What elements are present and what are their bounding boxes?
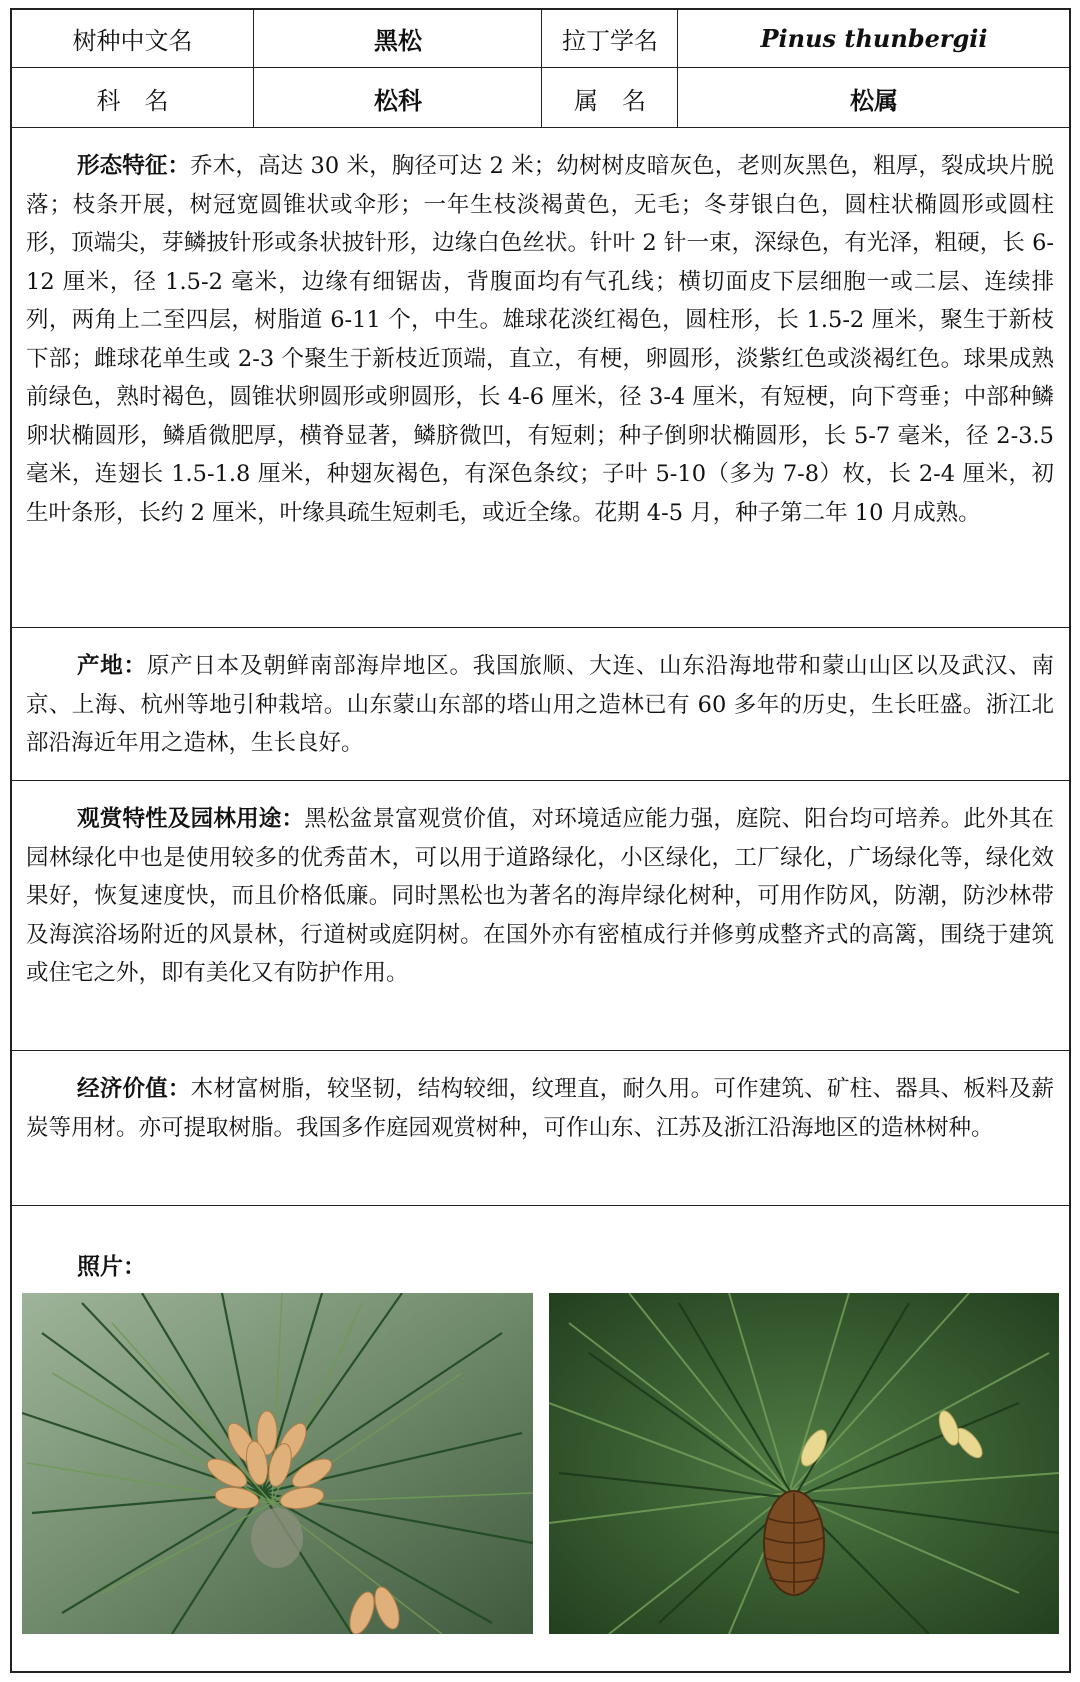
section-divider-3 [10,1050,1071,1051]
origin-label: 产地： [77,653,147,679]
genus-label: 属 名 [574,86,646,115]
section-divider-1 [10,627,1071,628]
morphology-label: 形态特征： [77,153,191,179]
economic-text: 木材富树脂，较坚韧，结构较细，纹理直，耐久用。可作建筑、矿柱、器具、板料及薪炭等用材。亦可提取树脂。我国多作庭园观赏树种，可作山东、江苏及浙江沿海地区的造林树种。 [26,1076,1054,1141]
ornamental-text: 黑松盆景富观赏价值，对环境适应能力强，庭院、阳台均可培养。此外其在园林绿化中也是使用较多的优秀苗木，可以用于道路绿化，小区绿化，工厂绿化，广场绿化等，绿化效果好，恢复速度快，而且价格低廉。同时黑松也为著名的海岸绿化树种，可用作防风，防潮，防沙林带及海滨浴场附近的风景林，行道树或庭阴树。在国外亦有密植成行并修剪成整齐式的高篱，围绕于建筑或住宅之外，即有美化又有防护作用。 [26,806,1054,986]
cn-name-value: 黑松 [374,26,422,55]
family-value: 松科 [374,85,422,115]
header-col-divider-2 [541,8,542,128]
genus-value: 松属 [850,85,898,115]
photo-pollen-cones [22,1293,533,1634]
photos-label: 照片： [77,1253,146,1280]
section-divider-4 [10,1205,1071,1206]
ornamental-section [26,800,1054,993]
origin-text: 原产日本及朝鲜南部海岸地区。我国旅顺、大连、山东沿海地带和蒙山山区以及武汉、南京、上海、杭州等地引种栽培。山东蒙山东部的塔山用之造林已有 60 多年的历史，生长旺盛。浙江北部沿海近年用之造林，生长良好。 [26,653,1054,756]
economic-section [26,1070,1054,1147]
header-col-divider-1 [253,8,254,128]
ornamental-label: 观赏特性及园林用途： [77,806,305,832]
section-divider-2 [10,780,1071,781]
latin-name-value: Pinus thunbergii [760,24,988,53]
family-label: 科 名 [96,86,169,115]
morphology-text: 乔木，高达 30 米，胸径可达 2 米；幼树树皮暗灰色，老则灰黑色，粗厚，裂成块片脱落；枝条开展，树冠宽圆锥状或伞形；一年生枝淡褐黄色，无毛；冬芽银白色，圆柱状椭圆形或圆柱形，顶端尖，芽鳞披针形或条状披针形，边缘白色丝状。针叶 2 针一束，深绿色，有光泽，粗硬，长 6-12 厘米，径 1.5-2 毫米，边缘有细锯齿，背腹面均有气孔线；横切面皮下层细胞一或二层、连续排列，两角上二至四层，树脂道 6-11 个，中生。雄球花淡红褐色，圆柱形，长 1.5-2 厘米，聚生于新枝下部；雌球花单生或 2-3 个聚生于新枝近顶端，直立，有梗，卵圆形，淡紫红色或淡褐红色。球果成熟前绿色，熟时褐色，圆锥状卵圆形或卵圆形，长 4-6 厘米，径 3-4 厘米，有短梗，向下弯垂；中部种鳞卵状椭圆形，鳞盾微肥厚，横脊显著，鳞脐微凹，有短刺；种子倒卵状椭圆形，长 5-7 毫米，径 2-3.5 毫米，连翅长 1.5-1.8 厘米，种翅灰褐色，有深色条纹；子叶 5-10（多为 7-8）枚，长 2-4 厘米，初生叶条形，长约 2 厘米，叶缘具疏生短刺毛，或近全缘。花期 4-5 月，种子第二年 10 月成熟。 [26,153,1054,526]
economic-label: 经济价值： [77,1076,191,1102]
origin-section [26,647,1054,763]
latin-name-label: 拉丁学名 [562,27,658,55]
morphology-section [26,147,1054,532]
header-col-divider-3 [677,8,678,128]
photo-seed-cone [549,1293,1059,1634]
cn-name-label: 树种中文名 [72,27,193,55]
